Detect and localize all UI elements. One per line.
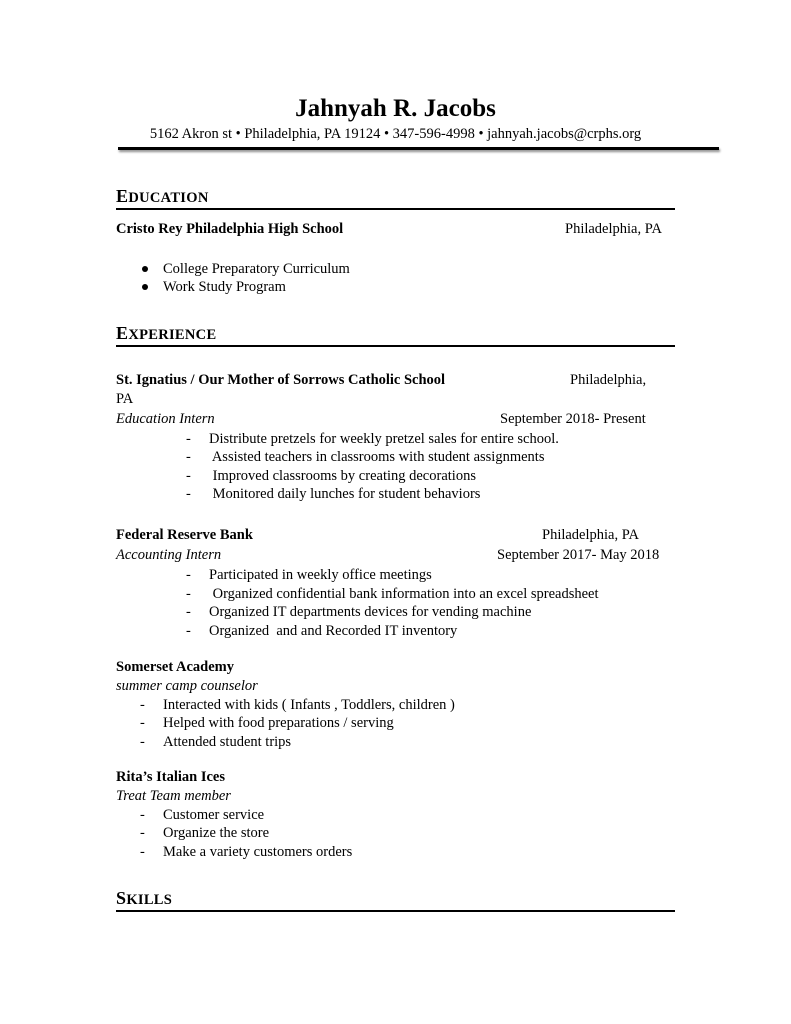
job-duty: Organized IT departments devices for vending machine	[209, 604, 532, 620]
dash-marker: -	[186, 623, 191, 639]
dash-marker: -	[186, 468, 191, 484]
experience-heading	[116, 323, 216, 344]
education-heading-rest: DUCATION	[128, 190, 209, 206]
dash-marker: -	[140, 825, 145, 841]
education-bullet: College Preparatory Curriculum	[163, 261, 350, 277]
dash-marker: -	[186, 604, 191, 620]
job-location-continued: PA	[116, 391, 134, 407]
dash-marker: -	[140, 697, 145, 713]
job-duty: Organized confidential bank information into an excel spreadsheet	[209, 586, 599, 602]
job-duty: Interacted with kids ( Infants , Toddlers, children )	[163, 697, 455, 713]
job-duty: Customer service	[163, 807, 265, 823]
job-org: Rita’s Italian Ices	[116, 769, 226, 785]
job-dates: September 2017- May 2018	[497, 547, 660, 563]
job-duty: Helped with food preparations / serving	[163, 715, 394, 731]
job-location: Philadelphia, PA	[542, 527, 639, 543]
dash-marker: -	[140, 734, 145, 750]
job-duty: Monitored daily lunches for student behaviors	[209, 486, 481, 502]
experience-heading-initial: E	[116, 323, 129, 343]
job-org: Federal Reserve Bank	[116, 527, 253, 543]
skills-heading-rest: KILLS	[126, 892, 173, 908]
experience-divider	[116, 345, 675, 347]
job-duty: Improved classrooms by creating decorations	[209, 468, 476, 484]
school-name: Cristo Rey Philadelphia High School	[116, 221, 344, 237]
job-dates: September 2018- Present	[500, 411, 646, 427]
job-duty: Participated in weekly office meetings	[209, 567, 432, 583]
skills-divider	[116, 910, 675, 912]
job-duty: Organized and and Recorded IT inventory	[209, 623, 458, 639]
dash-marker: -	[186, 449, 191, 465]
job-duty: Distribute pretzels for weekly pretzel sales for entire school.	[209, 431, 559, 447]
education-divider	[116, 208, 675, 210]
education-bullet: Work Study Program	[163, 279, 286, 295]
dash-marker: -	[140, 807, 145, 823]
contact-line: 5162 Akron st • Philadelphia, PA 19124 • 347-596-4998 • jahnyah.jacobs@crphs.org	[149, 126, 642, 142]
education-heading-initial: E	[116, 186, 129, 206]
job-role: summer camp counselor	[116, 678, 258, 694]
job-duty: Make a variety customers orders	[163, 844, 353, 860]
job-duty: Attended student trips	[163, 734, 292, 750]
job-location: Philadelphia,	[570, 372, 647, 388]
dash-marker: -	[186, 567, 191, 583]
dash-marker: -	[140, 844, 145, 860]
dash-marker: -	[186, 431, 191, 447]
resume-name: Jahnyah R. Jacobs	[295, 95, 496, 122]
job-role: Education Intern	[116, 411, 215, 427]
job-org: St. Ignatius / Our Mother of Sorrows Catholic School	[116, 372, 446, 388]
skills-heading-initial: S	[116, 888, 127, 908]
experience-heading-rest: XPERIENCE	[128, 327, 217, 343]
bullet-icon	[142, 284, 148, 290]
job-role: Accounting Intern	[116, 547, 222, 563]
school-location: Philadelphia, PA	[565, 221, 662, 237]
job-duty: Assisted teachers in classrooms with student assignments	[209, 449, 545, 465]
skills-heading	[116, 888, 172, 909]
bullet-icon	[142, 266, 148, 272]
job-role: Treat Team member	[116, 788, 231, 804]
dash-marker: -	[186, 586, 191, 602]
job-duty: Organize the store	[163, 825, 270, 841]
job-org: Somerset Academy	[116, 659, 234, 675]
header-divider	[118, 147, 719, 150]
dash-marker: -	[140, 715, 145, 731]
dash-marker: -	[186, 486, 191, 502]
education-heading	[116, 186, 209, 207]
